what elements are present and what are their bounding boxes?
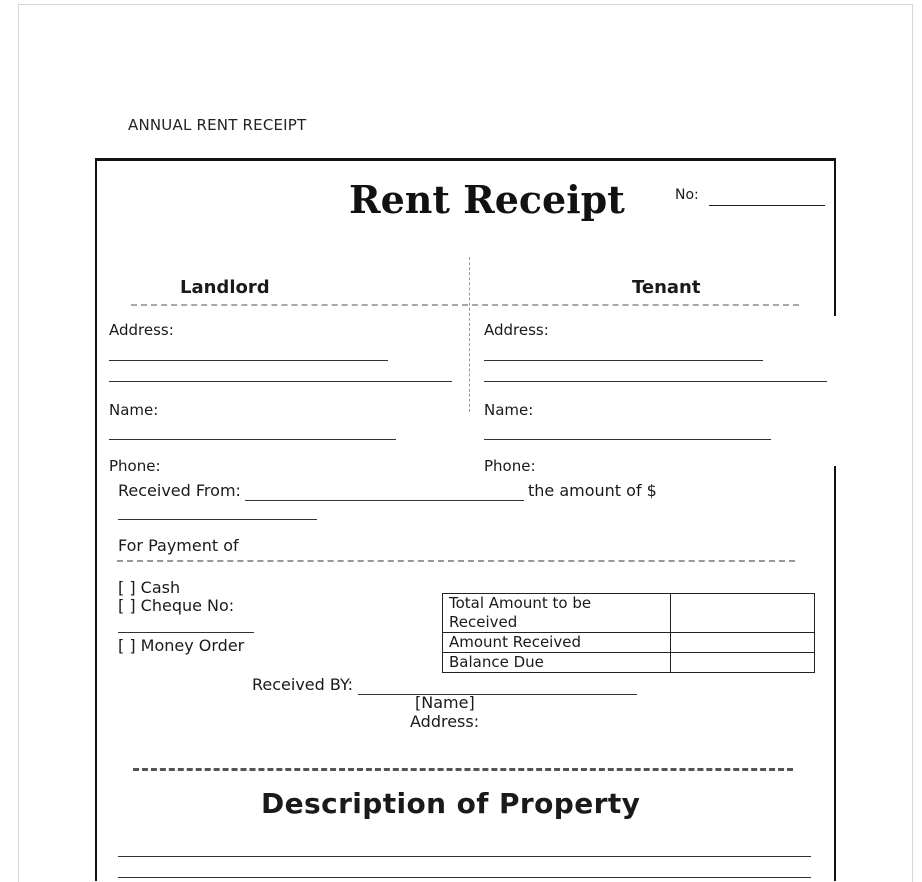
- receipt-title: Rent Receipt: [349, 177, 625, 222]
- cheque-checkbox[interactable]: [ ] Cheque No:: [118, 596, 235, 615]
- tenant-address-line-2[interactable]: [484, 381, 827, 382]
- payment-divider: [117, 560, 795, 562]
- property-description-line-2[interactable]: [118, 877, 811, 878]
- total-amount-value[interactable]: [671, 594, 815, 633]
- receipt-number-label: No:: [675, 187, 699, 203]
- tenant-name-label: Name:: [484, 401, 534, 419]
- amounts-table: [442, 593, 815, 673]
- balance-due-label: Balance Due: [443, 653, 671, 673]
- property-description-heading: Description of Property: [261, 787, 641, 820]
- balance-due-value[interactable]: [671, 653, 815, 673]
- landlord-address-line-1[interactable]: [109, 360, 388, 361]
- landlord-address-label: Address:: [109, 321, 174, 339]
- amount-received-label: Amount Received: [443, 633, 671, 653]
- property-description-line-1[interactable]: [118, 856, 811, 857]
- tenant-name-line[interactable]: [484, 439, 771, 440]
- amount-received-value[interactable]: [671, 633, 815, 653]
- rent-receipt-form: [95, 158, 836, 881]
- border-gap: [831, 316, 841, 466]
- money-order-checkbox[interactable]: [ ] Money Order: [118, 636, 245, 655]
- table-row: [443, 594, 815, 633]
- landlord-name-label: Name:: [109, 401, 159, 419]
- landlord-address-line-2[interactable]: [109, 381, 452, 382]
- tenant-phone-label: Phone:: [484, 457, 536, 475]
- landlord-name-line[interactable]: [109, 439, 396, 440]
- tenant-address-label: Address:: [484, 321, 549, 339]
- table-row: [443, 633, 815, 653]
- amount-line[interactable]: [118, 519, 317, 520]
- receipt-number-field[interactable]: [709, 205, 825, 206]
- description-divider: [133, 768, 793, 771]
- for-payment-label: For Payment of: [118, 536, 239, 555]
- heading-divider: [131, 304, 799, 306]
- cash-checkbox[interactable]: [ ] Cash: [118, 578, 181, 597]
- for-payment-clip: [118, 536, 318, 555]
- party-divider: [469, 257, 470, 412]
- tenant-heading: Tenant: [632, 277, 701, 298]
- received-from-line[interactable]: [245, 500, 524, 501]
- received-from-label: Received From:: [118, 481, 241, 500]
- table-row: [443, 653, 815, 673]
- amount-label: the amount of $: [528, 481, 657, 500]
- landlord-phone-clip: [109, 457, 189, 475]
- received-by-name-label: [Name]: [415, 693, 475, 712]
- landlord-heading: Landlord: [180, 277, 270, 298]
- money-order-clip: [118, 636, 278, 655]
- landlord-phone-label: Phone:: [109, 457, 161, 475]
- received-by-label: Received BY:: [252, 675, 354, 694]
- cheque-number-line[interactable]: [118, 632, 254, 633]
- total-amount-label: Total Amount to be Received: [443, 594, 671, 633]
- document-heading: ANNUAL RENT RECEIPT: [128, 116, 307, 134]
- received-by-line[interactable]: [358, 694, 637, 695]
- received-by-address-label: Address:: [410, 712, 480, 731]
- tenant-address-line-1[interactable]: [484, 360, 763, 361]
- tenant-phone-clip: [484, 457, 564, 475]
